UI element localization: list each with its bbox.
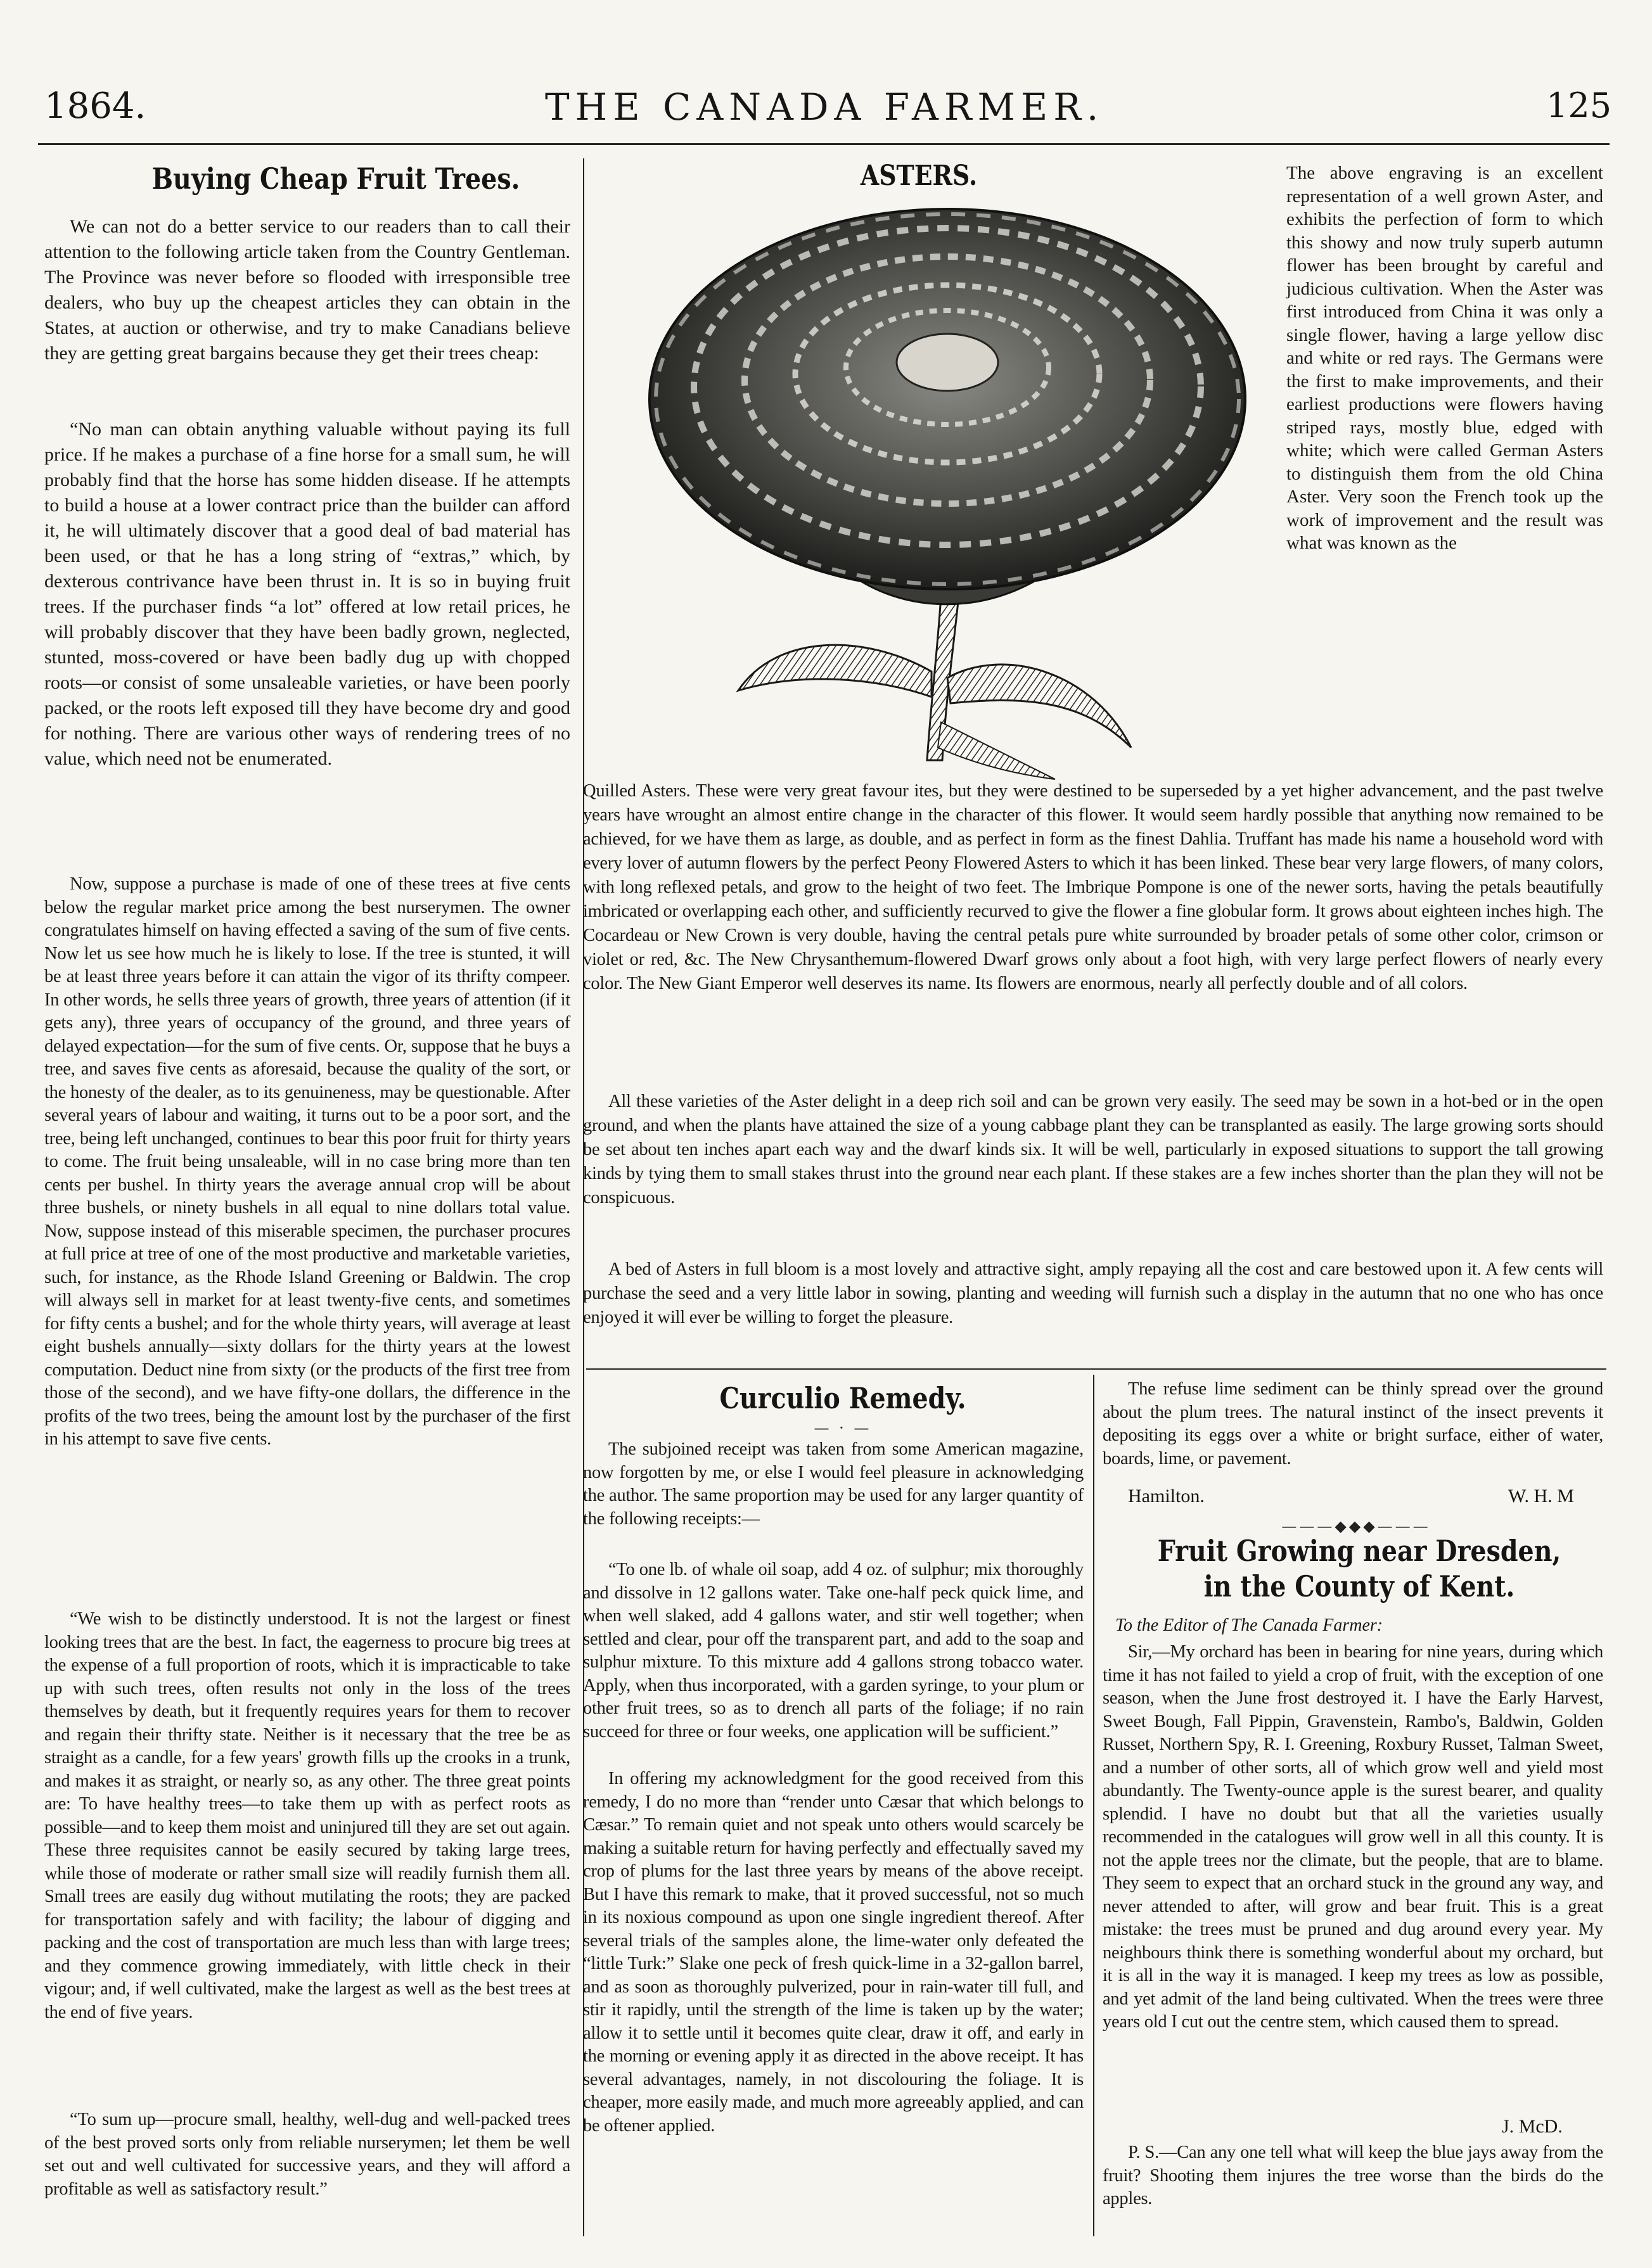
- masthead-rule: [38, 143, 1610, 145]
- signoff-initials: W. H. M: [1508, 1486, 1574, 1507]
- buying-paragraph-5: “To sum up—procure small, healthy, well-dug and well-packed trees of the best proved sorts only from reliable nurserymen; let them be well set out and well cultivated for successive years, and they will afford a profitable as well as satisfactory result.”: [44, 2110, 570, 2199]
- dresden-signature: J. McD.: [1502, 2116, 1563, 2137]
- buying-paragraph-2: “No man can obtain anything valuable without paying its full price. If he makes a purchase of a fine horse for a small sum, he will probably find that the horse has some hidden disease. If he attempts to build a house at a lower contract price than the builder can afford it, he will ultimately discover that a good deal of bad material has been used, or that he has a long string of “extras,” which, by dexterous contrivance have been thrust in. It is so in buying fruit trees. If the purchaser finds “a lot” offered at low retail prices, he will probably discover that they have been badly grown, neglected, stunted, moss-covered or have been badly dug up with chopped roots—or consist of some unsaleable varieties, or have been poorly packed, or the roots left exposed till they have become dry and good for nothing. There are various other ways of rendering trees of no value, which need not be enumerated.: [44, 419, 570, 769]
- dresden-paragraph: Sir,—My orchard has been in bearing for nine years, during which time it has not failed to yield a crop of fruit, with the exception of one season, when the June frost destroyed it. I have the Early Harvest, Sweet Bough, Fall Pippin, Gravenstein, Rambo's, Baldwin, Golden Russet, Northern Spy, R. I. Greening, Roxbury Russet, Talman Sweet, and a number of other sorts, all of which grow well and yield most abundantly. The Twenty-ounce apple is the surest bearer, and quality splendid. I have no doubt but that all the varieties usually recommended in the catalogues will grow well in all this county. It is not the apple trees nor the climate, but the people, that are to blame. They seem to expect that an orchard stuck in the ground any way, and never attended to after, will grow and bear fruit. This is a great mistake: the trees must be pruned and dug around every year. My neighbours think there is something wonderful about my orchard, but it is all in the way it is managed. I keep my trees as low as possible, and yet admit of the land being cultivated. When the trees were three years old I cut out the centre stem, which caused them to spread.: [1103, 1642, 1603, 2032]
- buying-paragraph-3: Now, suppose a purchase is made of one of these trees at five cents below the regular market price among the best nurserymen. The owner congratulates himself on having effected a saving of the sum of five cents. Now let us see how much he is likely to lose. If the tree is stunted, it will be at least three years before it can attain the vigor of its thrifty compeer. In other words, he sells three years of growth, three years of attention (if it gets any), three years of occupancy of the ground, and three years of delayed expectation—for the sum of five cents. Or, suppose that he buys a tree, and saves five cents as aforesaid, because the quality of the sort, or the honesty of the dealer, as to its genuineness, may be questionable. After several years of labour and waiting, it turns out to be a poor sort, and the tree, being left unchanged, continues to bear this poor fruit for thirty years to come. The fruit being unsaleable, will in no case bring more than ten cents per bushel. In thirty years the average annual crop will be about three bushels, or ninety bushels in all equal to nine dollars total value. Now, suppose instead of this miserable specimen, the purchaser procures at full price at tree of one of the most productive and marketable varieties, such, for instance, as the Rhode Island Greening or Baldwin. The crop will always sell in market for at least twenty-five cents, and sometimes for fifty cents a bushel; and for the whole thirty years, will average at least eight bushels annually—sixty dollars for the thirty years at the lowest computation. Deduct nine from sixty (or the products of the first tree from those of the second), and we have fifty-one dollars, the difference in the profits of the two trees, being the amount lost by the purchaser of the first in his attempt to save five cents.: [44, 874, 570, 1449]
- asters-heading: ASTERS.: [860, 160, 978, 192]
- asters-paragraph-3: A bed of Asters in full bloom is a most lovely and attractive sight, amply repaying all the cost and care bestowed upon it. A few cents will purchase the seed and a very little labor in sowing, planting and weeding will furnish such a display in the autumn that no one who has once enjoyed it will ever be willing to forget the pleasure.: [583, 1259, 1603, 1327]
- curculio-heading: Curculio Remedy.: [719, 1381, 966, 1415]
- buying-paragraph-1: We can not do a better service to our readers than to call their attention to the following article taken from the Country Gentleman. The Province was never before so flooded with irresponsible tree dealers, who buy up the cheapest articles they can obtain in the States, at auction or otherwise, and try to make Canadians believe they are getting great bargains because they get their trees cheap:: [44, 216, 570, 364]
- asters-side-text: The above engraving is an excellent representation of a well grown Aster, and exhibits the perfection of form to which this showy and now truly superb autumn flower has been brought by careful and judicious cultivation. When the Aster was first introduced from China it was only a single flower, having a large yellow disc and white or red rays. The Germans were the first to make improvements, and their earliest productions were flowers having striped rays, mostly blue, edged with white; which were called German Asters to distinguish them from the old China Aster. Very soon the French took up the work of improvement and the result was what was known as the: [1286, 163, 1603, 553]
- dresden-heading: Fruit Growing near Dresden, in the County of Kent.: [1157, 1534, 1561, 1603]
- asters-paragraph-1: Quilled Asters. These were very great favour ites, but they were destined to be superseded by a yet higher advancement, and the past twelve years have wrought an almost entire change in the character of this flower. It would seem hardly possible that anything now remained to be achieved, for we have them as large, as double, and as perfect in form as the finest Dahlia. Truffant has made his name a household word with every lover of autumn flowers by the perfect Peony Flowered Asters to which it has been linked. These bear very large flowers, of many colors, with long reflexed petals, and grow to the height of two feet. The Imbrique Pompone is one of the newer sorts, having the petals beautifully imbricated or overlapping each other, and sufficiently recurved to give the flower a fine globular form. It grows about eighteen inches high. The Cocardeau or New Crown is very double, having the central petals pure white surrounded by broader petals of some other color, crimson or violet or red, &c. The New Chrysanthemum-flowered Dwarf grows only about a foot high, with very large perfect flowers of nearly every color. The New Giant Emperor well deserves its name. Its flowers are enormous, nearly all perfectly double and of all colors.: [583, 781, 1603, 993]
- buying-paragraph-4: “We wish to be distinctly understood. It is not the largest or finest looking trees that are the best. In fact, the eagerness to procure big trees at the expense of a full proportion of roots, which it is impracticable to take up with such trees, often results not only in the loss of the trees themselves by death, but it frequently requires years for them to recover and regain their thrifty state. Neither is it necessary that the tree be as straight as a candle, for a few years' growth fills up the crooks in a trunk, and makes it as straight, or nearly so, as any other. The three great points are: To have healthy trees—to take them up with as perfect roots as possible—and to keep them moist and uninjured till they are set out again. These three requisites cannot be easily secured by taking large trees, while those of moderate or rather small size will readily furnish them all. Small trees are easily dug without mutilating the roots; they are packed for transportation safely and with facility; the labour of digging and packing and the cost of transportation are much less than with large trees; and they commence growing immediately, with little check in their vigour; and, if well cultivated, make the largest as well as the best trees at the end of five years.: [44, 1609, 570, 2022]
- newspaper-title: THE CANADA FARMER.: [545, 86, 1105, 129]
- page-number: 125: [1546, 86, 1612, 125]
- curculio-paragraph-2: “To one lb. of whale oil soap, add 4 oz. of sulphur; mix thoroughly and dissolve in 12 gallons water. Take one-half peck quick lime, and when well slaked, add 4 gallons water, and stir well together; when settled and clear, pour off the transparent part, and add to the soap and sulphur mixture. To this mixture add 4 gallons strong tobacco water. Apply, when thus incorporated, with a garden syringe, to your plum or other fruit trees, so as to drench all parts of the foliage; if no rain succeed for three or four weeks, one application will be sufficient.”: [583, 1560, 1084, 1742]
- curculio-continued: The refuse lime sediment can be thinly spread over the ground about the plum trees. The natural instinct of the insect prevents it depositing its eggs over a white or bright surface, either of water, boards, lime, or pavement.: [1103, 1379, 1603, 1468]
- curculio-paragraph-1: The subjoined receipt was taken from some American magazine, now forgotten by me, or else I would feel pleasure in acknowledging the author. The same proportion may be used for any larger quantity of the following receipts:—: [583, 1439, 1084, 1529]
- section-ornament: ———◆◆◆———: [1281, 1517, 1431, 1535]
- signoff-place: Hamilton.: [1128, 1486, 1205, 1507]
- asters-bottom-rule: [586, 1368, 1606, 1370]
- asters-paragraph-2: All these varieties of the Aster delight in a deep rich soil and can be grown very easily. The seed may be sown in a hot-bed or in the open ground, and when the plants have attained the size of a young cabbage plant they can be transplanted as easily. The large growing sorts should be set about ten inches apart each way and the dwarf kinds six. It will be well, particularly in exposed situations to support the tall growing kinds by tying them to small stakes thrust into the ground near each plant. If these stakes are a few inches shorter than the plan they will not be conspicuous.: [583, 1092, 1603, 1207]
- dresden-salutation: To the Editor of The Canada Farmer:: [1115, 1615, 1383, 1635]
- year-label: 1864.: [44, 86, 146, 127]
- masthead: [0, 0, 1652, 152]
- aster-flower-engraving-icon: [611, 190, 1283, 786]
- curculio-paragraph-3: In offering my acknowledgment for the good received from this remedy, I do no more than “render unto Cæsar that which belongs to Cæsar.” To remain quiet and not speak unto others would scarcely be making a suitable return for having perfectly and effectually saved my crop of plums for the last three years by means of the above receipt. But I have this remark to make, that it proved successful, not so much in its noxious compound as upon one single ingredient thereof. After several trials of the samples alone, the lime-water only defeated the “little Turk:” Slake one peck of fresh quick-lime in a 32-gallon barrel, and as soon as thoroughly pulverized, pour in rain-water till full, and stir it rapidly, until the strength of the lime is taken up by the water; allow it to settle until it becomes quite clear, draw it off, and early in the morning or evening apply it as directed in the above receipt. It has several advantages, namely, in not discolouring the foliage. It is cheaper, more easily made, and much more agreeably applied, and can be oftener applied.: [583, 1769, 1084, 2136]
- dresden-postscript: P. S.—Can any one tell what will keep the blue jays away from the fruit? Shooting them injures the tree worse than the birds do the apples.: [1103, 2143, 1603, 2208]
- buying-trees-heading: Buying Cheap Fruit Trees.: [151, 162, 520, 196]
- right-column-divider: [1093, 1375, 1094, 2236]
- curculio-ornament: — · —: [814, 1419, 872, 1437]
